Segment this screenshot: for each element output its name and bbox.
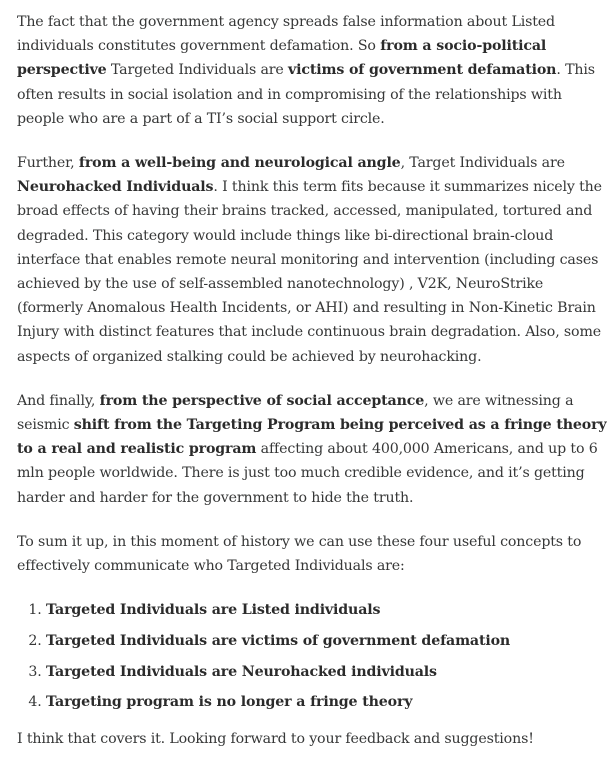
list-item [46, 629, 607, 653]
list-item-text: Targeted Individuals are Listed individuals [46, 602, 381, 619]
text: Targeted Individuals are [106, 62, 289, 79]
paragraph-social-acceptance [17, 389, 607, 510]
list-item-text: Targeted Individuals are Neurohacked individuals [46, 663, 437, 680]
list-item [46, 690, 607, 714]
list-item [46, 660, 607, 684]
emphasis: from a socio-political perspective [17, 38, 547, 79]
paragraph-closing: I think that covers it. Looking forward to your feedback and suggestions! [17, 730, 534, 747]
list-item-text: Targeted Individuals are victims of government defamation [46, 632, 511, 649]
emphasis: shift from the Targeting Program being perceived as a fringe theory to a real and realistic program [17, 417, 607, 458]
list-item-text: Targeting program is no longer a fringe theory [46, 694, 413, 711]
list-item [46, 598, 607, 622]
text: . I think this term fits because it summarizes nicely the broad effects of having their brains tracked, accessed, manipulated, tortured and degraded. This category would include things like bi-directional brain-cloud interface that enables remote neural monitoring and intervention (including cases achieved by the use of self-assembled nanotechnology) , V2K, NeuroStrike (formerly Anomalous Health Incidents, or AHI) and resulting in Non-Kinetic Brain Injury with distinct features that include continuous brain degradation. Also, some aspects of organized stalking could be achieved by neurohacking. [17, 179, 602, 365]
text: And finally, [17, 392, 100, 409]
article-body [17, 10, 607, 771]
text: The fact that the government agency spreads false information about Listed individuals constitutes government defamation. So [17, 14, 555, 55]
paragraph-summary: To sum it up, in this moment of history we can use these four useful concepts to effectively communicate who Targeted Individuals are: [17, 533, 582, 575]
text: , Target Individuals are [400, 155, 565, 172]
text: Further, [17, 155, 79, 172]
emphasis: Neurohacked Individuals [17, 179, 214, 196]
emphasis: from the perspective of social acceptance [99, 392, 425, 409]
text: affecting about 400,000 Americans, and up to 6 mln people worldwide. There is just too much credible evidence, and it’s getting harder and harder for the government to hide the truth. [17, 441, 598, 506]
concepts-list [17, 598, 607, 714]
emphasis: from a well-being and neurological angle [78, 155, 401, 172]
text: . This often results in social isolation and in compromising of the relationships with people who are a part of a TI’s social support circle. [17, 62, 595, 127]
emphasis: victims of government defamation [288, 62, 557, 79]
paragraph-neurohacked [17, 151, 607, 369]
paragraph-defamation [17, 10, 607, 131]
text: , we are witnessing a seismic [17, 392, 574, 434]
